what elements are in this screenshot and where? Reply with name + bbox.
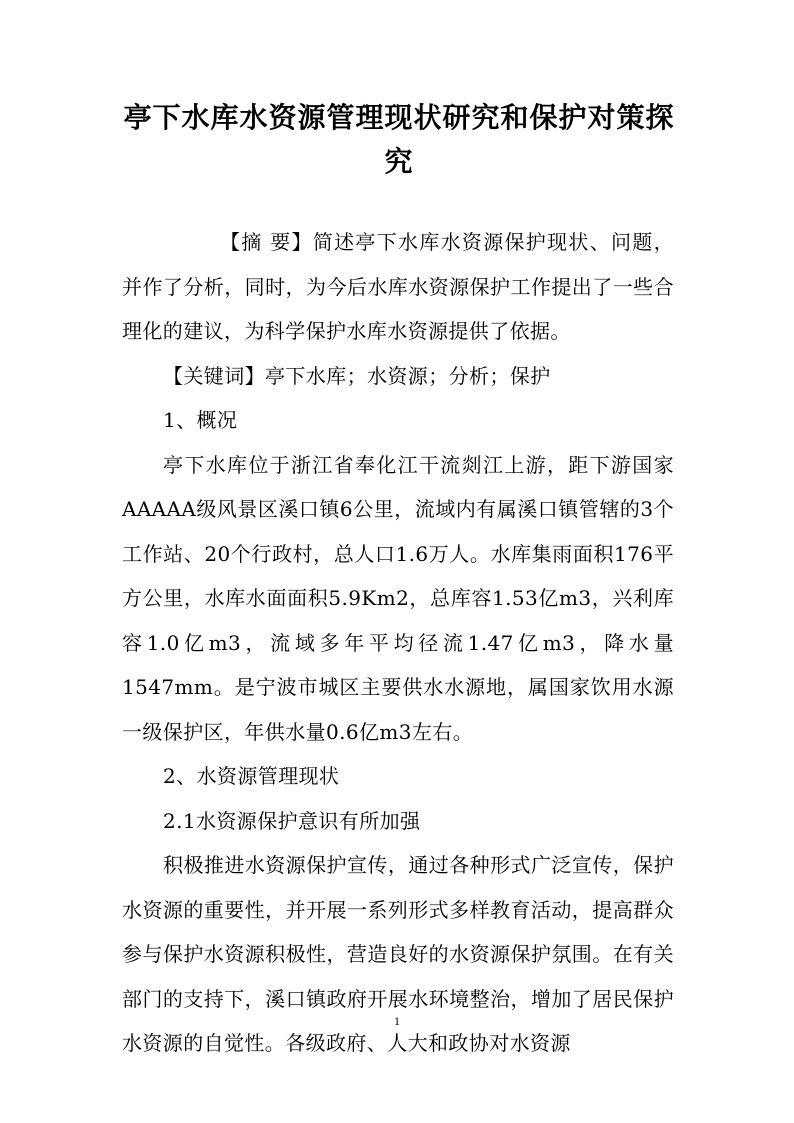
- section-1-heading: 1、概况: [163, 408, 238, 432]
- abstract-paragraph: 【摘 要】简述亭下水库水资源保护现状、问题，并作了分析，同时，为今后水库水资源保护工作提出了一些合理化的建议，为科学保护水库水资源提供了依据。: [122, 230, 674, 343]
- document-title: 亭下水库水资源管理现状研究和保护对策探究: [123, 101, 675, 178]
- section-2-heading: 2、水资源管理现状: [163, 764, 340, 788]
- section-2-1-paragraph: 积极推进水资源保护宣传，通过各种形式广泛宣传，保护水资源的重要性，并开展一系列形式多样教育活动，提高群众参与保护水资源积极性，营造良好的水资源保护氛围。在有关部门的支持下，溪口镇政府开展水环境整治，增加了居民保护水资源的自觉性。各级政府、人大和政协对水资源: [122, 853, 674, 1055]
- section-1-paragraph: 亭下水库位于浙江省奉化江干流剡江上游，距下游国家AAAAA级风景区溪口镇6公里，流域内有属溪口镇管辖的3个工作站、20个行政村，总人口1.6万人。水库集雨面积176平方公里，水库水面面积5.9Km2，总库容1.53亿m3，兴利库容1.0亿m3，流域多年平均径流1.47亿m3，降水量1547mm。是宁波市城区主要供水水源地，属国家饮用水源一级保护区，年供水量0.6亿m3左右。: [122, 452, 674, 744]
- page-number: 1: [394, 1014, 400, 1028]
- document-body: [122, 220, 674, 1066]
- keywords-paragraph: 【关键词】亭下水库；水资源；分析；保护: [163, 363, 551, 388]
- section-2-1-heading: 2.1水资源保护意识有所加强: [163, 808, 421, 833]
